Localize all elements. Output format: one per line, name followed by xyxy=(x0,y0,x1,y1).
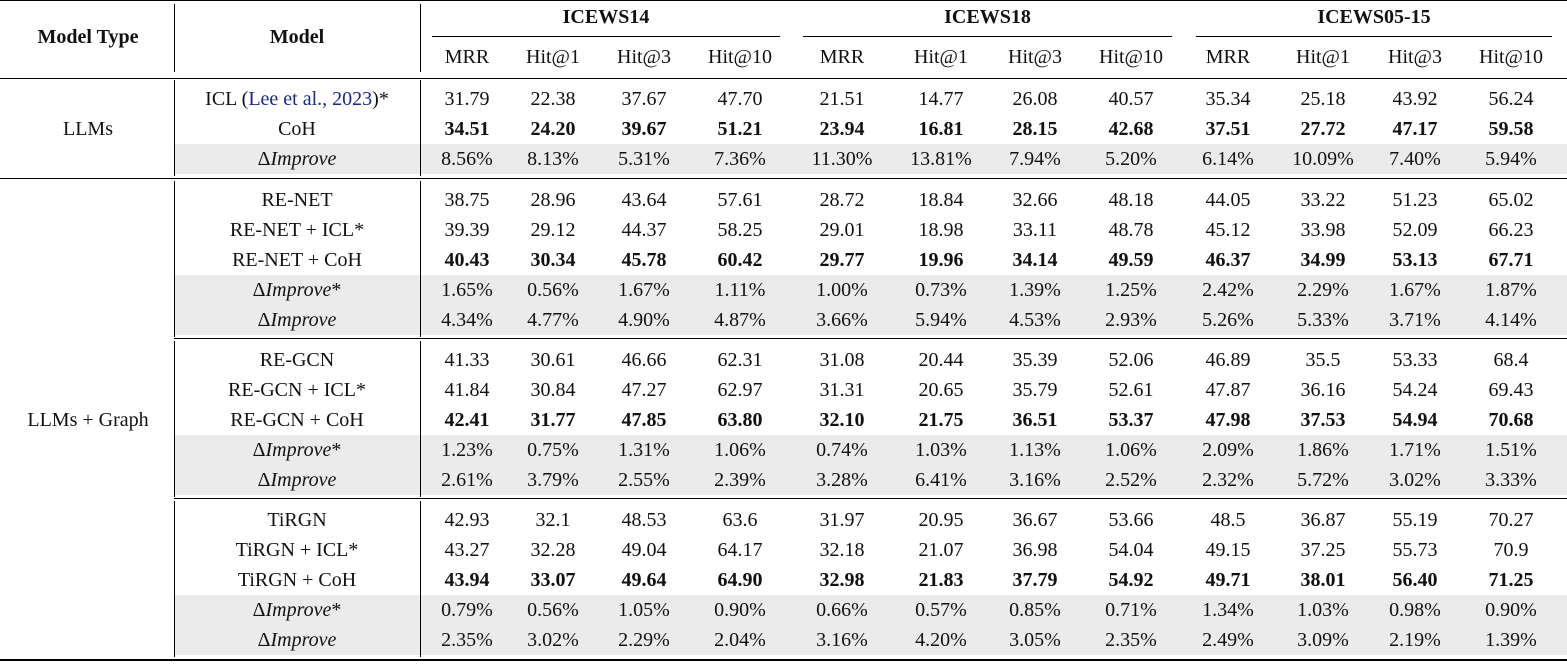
value-cell: 48.53 xyxy=(621,509,667,531)
header-metric: Hit@10 xyxy=(1479,46,1543,68)
improve-label: Improve xyxy=(270,469,337,491)
model-name: CoH xyxy=(278,118,316,140)
value-cell: 3.71% xyxy=(1389,309,1441,331)
delta-symbol: Δ xyxy=(257,469,271,491)
value-cell: 31.31 xyxy=(819,379,865,401)
value-cell: 3.16% xyxy=(1009,469,1061,491)
value-cell: 34.51 xyxy=(444,118,490,140)
improve-star: * xyxy=(331,279,342,301)
value-cell: 3.28% xyxy=(816,469,868,491)
value-cell: 3.02% xyxy=(1389,469,1441,491)
value-cell: 39.39 xyxy=(444,219,490,241)
value-cell: 3.33% xyxy=(1485,469,1537,491)
improve-label: Improve xyxy=(265,279,332,301)
block-separator xyxy=(174,498,1567,499)
header-metric: Hit@1 xyxy=(526,46,580,68)
value-cell: 2.42% xyxy=(1202,279,1254,301)
value-cell: 67.71 xyxy=(1488,249,1534,271)
value-cell: 60.42 xyxy=(717,249,763,271)
value-cell: 1.11% xyxy=(714,279,766,301)
value-cell: 2.29% xyxy=(618,629,670,651)
value-cell: 35.34 xyxy=(1205,88,1251,110)
value-cell: 28.96 xyxy=(530,189,576,211)
value-cell: 45.12 xyxy=(1205,219,1251,241)
value-cell: 40.57 xyxy=(1108,88,1154,110)
value-cell: 4.14% xyxy=(1485,309,1537,331)
value-cell: 4.90% xyxy=(618,309,670,331)
header-metric: MRR xyxy=(444,46,490,68)
header-vrule xyxy=(174,4,175,72)
value-cell: 43.64 xyxy=(621,189,667,211)
value-cell: 70.27 xyxy=(1488,509,1534,531)
value-cell: 24.20 xyxy=(530,118,576,140)
improve-label: Improve xyxy=(270,629,337,651)
value-cell: 37.79 xyxy=(1012,569,1058,591)
value-cell: 3.16% xyxy=(816,629,868,651)
value-cell: 64.90 xyxy=(717,569,763,591)
value-cell: 41.33 xyxy=(444,349,490,371)
value-cell: 64.17 xyxy=(717,539,763,561)
value-cell: 52.09 xyxy=(1392,219,1438,241)
value-cell: 2.09% xyxy=(1202,439,1254,461)
value-cell: 1.51% xyxy=(1485,439,1537,461)
model-name: RE-GCN + CoH xyxy=(230,409,364,431)
header-dataset: ICEWS14 xyxy=(562,6,650,28)
block-separator xyxy=(174,338,1567,339)
value-cell: 0.75% xyxy=(527,439,579,461)
value-cell: 46.37 xyxy=(1205,249,1251,271)
value-cell: 1.86% xyxy=(1297,439,1349,461)
dataset-underline xyxy=(432,36,780,37)
value-cell: 2.29% xyxy=(1297,279,1349,301)
value-cell: 43.92 xyxy=(1392,88,1438,110)
value-cell: 47.98 xyxy=(1205,409,1251,431)
value-cell: 2.52% xyxy=(1105,469,1157,491)
value-cell: 26.08 xyxy=(1012,88,1058,110)
value-cell: 55.19 xyxy=(1392,509,1438,531)
header-model-type: Model Type xyxy=(37,26,139,48)
value-cell: 49.64 xyxy=(621,569,667,591)
value-cell: 37.25 xyxy=(1300,539,1346,561)
group-separator xyxy=(0,178,1567,179)
value-cell: 30.84 xyxy=(530,379,576,401)
value-cell: 18.98 xyxy=(918,219,964,241)
value-cell: 70.9 xyxy=(1493,539,1529,561)
model-name: RE-GCN + ICL* xyxy=(228,379,366,401)
value-cell: 4.53% xyxy=(1009,309,1061,331)
value-cell: 0.56% xyxy=(527,279,579,301)
value-cell: 69.43 xyxy=(1488,379,1534,401)
header-dataset: ICEWS18 xyxy=(944,6,1031,28)
value-cell: 0.57% xyxy=(915,599,967,621)
header-metric: Hit@10 xyxy=(708,46,772,68)
body-vrule xyxy=(174,80,175,176)
value-cell: 57.61 xyxy=(717,189,763,211)
value-cell: 3.05% xyxy=(1009,629,1061,651)
value-cell: 2.35% xyxy=(1105,629,1157,651)
model-name: RE-GCN xyxy=(259,349,335,371)
body-vrule xyxy=(420,341,421,497)
value-cell: 32.18 xyxy=(819,539,865,561)
value-cell: 1.71% xyxy=(1389,439,1441,461)
value-cell: 0.73% xyxy=(915,279,967,301)
model-name: RE-NET + CoH xyxy=(232,249,362,271)
value-cell: 5.26% xyxy=(1202,309,1254,331)
value-cell: 7.36% xyxy=(714,148,766,170)
value-cell: 20.44 xyxy=(918,349,964,371)
value-cell: 1.03% xyxy=(915,439,967,461)
value-cell: 1.03% xyxy=(1297,599,1349,621)
value-cell: 37.67 xyxy=(621,88,667,110)
model-name xyxy=(175,435,419,465)
value-cell: 22.38 xyxy=(530,88,576,110)
value-cell: 65.02 xyxy=(1488,189,1534,211)
header-metric: Hit@1 xyxy=(914,46,968,68)
value-cell: 0.66% xyxy=(816,599,868,621)
value-cell: 54.24 xyxy=(1392,379,1438,401)
model-name: TiRGN + CoH xyxy=(237,569,357,591)
header-metric: MRR xyxy=(1205,46,1251,68)
value-cell: 4.87% xyxy=(714,309,766,331)
value-cell: 36.51 xyxy=(1012,409,1058,431)
value-cell: 2.32% xyxy=(1202,469,1254,491)
model-name xyxy=(175,595,419,625)
value-cell: 51.21 xyxy=(717,118,763,140)
improve-label: Improve xyxy=(265,439,332,461)
value-cell: 37.51 xyxy=(1205,118,1251,140)
model-name: TiRGN + ICL* xyxy=(235,539,359,561)
value-cell: 21.07 xyxy=(918,539,964,561)
value-cell: 10.09% xyxy=(1292,148,1354,170)
value-cell: 49.71 xyxy=(1205,569,1251,591)
value-cell: 63.80 xyxy=(717,409,763,431)
value-cell: 7.40% xyxy=(1389,148,1441,170)
value-cell: 49.59 xyxy=(1108,249,1154,271)
value-cell: 29.12 xyxy=(530,219,576,241)
value-cell: 56.40 xyxy=(1392,569,1438,591)
model-label-suffix: )* xyxy=(372,88,389,110)
value-cell: 49.15 xyxy=(1205,539,1251,561)
value-cell: 8.56% xyxy=(441,148,493,170)
improve-star: * xyxy=(331,439,342,461)
value-cell: 63.6 xyxy=(722,509,758,531)
value-cell: 5.94% xyxy=(1485,148,1537,170)
value-cell: 1.67% xyxy=(618,279,670,301)
value-cell: 29.77 xyxy=(819,249,865,271)
value-cell: 5.72% xyxy=(1297,469,1349,491)
value-cell: 0.98% xyxy=(1389,599,1441,621)
value-cell: 45.78 xyxy=(621,249,667,271)
value-cell: 39.67 xyxy=(621,118,667,140)
value-cell: 40.43 xyxy=(444,249,490,271)
value-cell: 32.1 xyxy=(535,509,571,531)
value-cell: 2.39% xyxy=(714,469,766,491)
delta-symbol: Δ xyxy=(257,148,271,170)
value-cell: 54.04 xyxy=(1108,539,1154,561)
value-cell: 32.28 xyxy=(530,539,576,561)
improve-label: Improve xyxy=(270,148,337,170)
value-cell: 25.18 xyxy=(1300,88,1346,110)
value-cell: 2.93% xyxy=(1105,309,1157,331)
delta-symbol: Δ xyxy=(257,309,271,331)
header-metric: Hit@3 xyxy=(1008,46,1062,68)
value-cell: 1.34% xyxy=(1202,599,1254,621)
value-cell: 33.22 xyxy=(1300,189,1346,211)
value-cell: 42.93 xyxy=(444,509,490,531)
value-cell: 46.66 xyxy=(621,349,667,371)
header-rule xyxy=(0,78,1567,79)
value-cell: 33.98 xyxy=(1300,219,1346,241)
value-cell: 21.83 xyxy=(918,569,964,591)
value-cell: 1.00% xyxy=(816,279,868,301)
header-dataset: ICEWS05-15 xyxy=(1317,6,1431,28)
improve-label: Improve xyxy=(270,309,337,331)
delta-symbol: Δ xyxy=(252,599,266,621)
model-type-label: LLMs + Graph xyxy=(27,409,149,431)
value-cell: 18.84 xyxy=(918,189,964,211)
body-vrule xyxy=(174,181,175,337)
value-cell: 2.19% xyxy=(1389,629,1441,651)
value-cell: 20.95 xyxy=(918,509,964,531)
value-cell: 6.41% xyxy=(915,469,967,491)
value-cell: 31.97 xyxy=(819,509,865,531)
value-cell: 54.92 xyxy=(1108,569,1154,591)
value-cell: 71.25 xyxy=(1488,569,1534,591)
bottom-rule xyxy=(0,659,1567,661)
value-cell: 46.89 xyxy=(1205,349,1251,371)
value-cell: 36.87 xyxy=(1300,509,1346,531)
body-vrule xyxy=(420,501,421,657)
value-cell: 1.06% xyxy=(714,439,766,461)
value-cell: 31.79 xyxy=(444,88,490,110)
value-cell: 58.25 xyxy=(717,219,763,241)
value-cell: 2.55% xyxy=(618,469,670,491)
value-cell: 11.30% xyxy=(811,148,873,170)
value-cell: 30.61 xyxy=(530,349,576,371)
value-cell: 1.25% xyxy=(1105,279,1157,301)
body-vrule xyxy=(420,181,421,337)
value-cell: 4.77% xyxy=(527,309,579,331)
value-cell: 53.37 xyxy=(1108,409,1154,431)
value-cell: 49.04 xyxy=(621,539,667,561)
model-name xyxy=(175,625,419,655)
value-cell: 35.79 xyxy=(1012,379,1058,401)
value-cell: 0.79% xyxy=(441,599,493,621)
value-cell: 1.06% xyxy=(1105,439,1157,461)
value-cell: 0.56% xyxy=(527,599,579,621)
body-vrule xyxy=(174,501,175,657)
value-cell: 21.75 xyxy=(918,409,964,431)
value-cell: 0.71% xyxy=(1105,599,1157,621)
value-cell: 47.85 xyxy=(621,409,667,431)
value-cell: 56.24 xyxy=(1488,88,1534,110)
value-cell: 29.01 xyxy=(819,219,865,241)
value-cell: 3.66% xyxy=(816,309,868,331)
value-cell: 38.75 xyxy=(444,189,490,211)
value-cell: 47.17 xyxy=(1392,118,1438,140)
model-name xyxy=(175,305,419,335)
value-cell: 1.31% xyxy=(618,439,670,461)
header-metric: Hit@10 xyxy=(1099,46,1163,68)
value-cell: 48.5 xyxy=(1210,509,1246,531)
value-cell: 36.67 xyxy=(1012,509,1058,531)
value-cell: 47.87 xyxy=(1205,379,1251,401)
value-cell: 5.94% xyxy=(915,309,967,331)
value-cell: 42.68 xyxy=(1108,118,1154,140)
value-cell: 42.41 xyxy=(444,409,490,431)
value-cell: 5.31% xyxy=(618,148,670,170)
value-cell: 28.72 xyxy=(819,189,865,211)
model-type-label: LLMs xyxy=(63,118,113,140)
value-cell: 23.94 xyxy=(819,118,865,140)
model-name: RE-NET xyxy=(261,189,333,211)
value-cell: 1.23% xyxy=(441,439,493,461)
value-cell: 35.39 xyxy=(1012,349,1058,371)
value-cell: 59.58 xyxy=(1488,118,1534,140)
value-cell: 31.08 xyxy=(819,349,865,371)
value-cell: 53.33 xyxy=(1392,349,1438,371)
value-cell: 0.85% xyxy=(1009,599,1061,621)
value-cell: 35.5 xyxy=(1305,349,1341,371)
value-cell: 48.78 xyxy=(1108,219,1154,241)
value-cell: 3.02% xyxy=(527,629,579,651)
value-cell: 36.16 xyxy=(1300,379,1346,401)
model-name xyxy=(175,84,419,114)
value-cell: 33.11 xyxy=(1012,219,1058,241)
citation-link[interactable]: Lee et al., 2023 xyxy=(248,88,373,110)
value-cell: 41.84 xyxy=(444,379,490,401)
value-cell: 14.77 xyxy=(918,88,964,110)
value-cell: 62.97 xyxy=(717,379,763,401)
value-cell: 7.94% xyxy=(1009,148,1061,170)
value-cell: 5.33% xyxy=(1297,309,1349,331)
value-cell: 2.35% xyxy=(441,629,493,651)
value-cell: 34.99 xyxy=(1300,249,1346,271)
value-cell: 52.61 xyxy=(1108,379,1154,401)
improve-star: * xyxy=(331,599,342,621)
value-cell: 32.10 xyxy=(819,409,865,431)
value-cell: 47.27 xyxy=(621,379,667,401)
value-cell: 4.20% xyxy=(915,629,967,651)
model-name: RE-NET + ICL* xyxy=(229,219,365,241)
value-cell: 47.70 xyxy=(717,88,763,110)
model-name xyxy=(175,275,419,305)
value-cell: 37.53 xyxy=(1300,409,1346,431)
value-cell: 55.73 xyxy=(1392,539,1438,561)
body-vrule xyxy=(420,80,421,176)
header-metric: Hit@3 xyxy=(1388,46,1442,68)
value-cell: 3.09% xyxy=(1297,629,1349,651)
value-cell: 20.65 xyxy=(918,379,964,401)
header-vrule xyxy=(420,4,421,72)
value-cell: 1.65% xyxy=(441,279,493,301)
value-cell: 13.81% xyxy=(910,148,972,170)
header-metric: Hit@1 xyxy=(1296,46,1350,68)
value-cell: 51.23 xyxy=(1392,189,1438,211)
value-cell: 32.66 xyxy=(1012,189,1058,211)
value-cell: 19.96 xyxy=(918,249,964,271)
header-metric: Hit@3 xyxy=(617,46,671,68)
value-cell: 28.15 xyxy=(1012,118,1058,140)
value-cell: 6.14% xyxy=(1202,148,1254,170)
value-cell: 1.05% xyxy=(618,599,670,621)
value-cell: 21.51 xyxy=(819,88,865,110)
body-vrule xyxy=(174,341,175,497)
value-cell: 2.61% xyxy=(441,469,493,491)
model-name: TiRGN xyxy=(267,509,327,531)
model-name xyxy=(175,144,419,174)
value-cell: 8.13% xyxy=(527,148,579,170)
value-cell: 0.90% xyxy=(1485,599,1537,621)
value-cell: 36.98 xyxy=(1012,539,1058,561)
delta-symbol: Δ xyxy=(252,279,266,301)
value-cell: 0.74% xyxy=(816,439,868,461)
value-cell: 0.90% xyxy=(714,599,766,621)
value-cell: 1.87% xyxy=(1485,279,1537,301)
value-cell: 5.20% xyxy=(1105,148,1157,170)
value-cell: 43.27 xyxy=(444,539,490,561)
value-cell: 1.39% xyxy=(1485,629,1537,651)
value-cell: 53.66 xyxy=(1108,509,1154,531)
model-label: ICL ( xyxy=(205,88,249,110)
value-cell: 1.67% xyxy=(1389,279,1441,301)
value-cell: 31.77 xyxy=(530,409,576,431)
value-cell: 52.06 xyxy=(1108,349,1154,371)
value-cell: 53.13 xyxy=(1392,249,1438,271)
value-cell: 27.72 xyxy=(1300,118,1346,140)
value-cell: 30.34 xyxy=(530,249,576,271)
value-cell: 2.04% xyxy=(714,629,766,651)
model-name xyxy=(175,465,419,495)
value-cell: 1.13% xyxy=(1009,439,1061,461)
value-cell: 48.18 xyxy=(1108,189,1154,211)
value-cell: 2.49% xyxy=(1202,629,1254,651)
header-metric: MRR xyxy=(819,46,865,68)
delta-symbol: Δ xyxy=(257,629,271,651)
value-cell: 38.01 xyxy=(1300,569,1346,591)
value-cell: 43.94 xyxy=(444,569,490,591)
delta-symbol: Δ xyxy=(252,439,266,461)
value-cell: 66.23 xyxy=(1488,219,1534,241)
value-cell: 33.07 xyxy=(530,569,576,591)
top-rule xyxy=(0,0,1567,1)
value-cell: 32.98 xyxy=(819,569,865,591)
value-cell: 44.37 xyxy=(621,219,667,241)
value-cell: 34.14 xyxy=(1012,249,1058,271)
value-cell: 1.39% xyxy=(1009,279,1061,301)
value-cell: 3.79% xyxy=(527,469,579,491)
value-cell: 4.34% xyxy=(441,309,493,331)
header-model: Model xyxy=(269,26,325,48)
dataset-underline xyxy=(1196,36,1552,37)
value-cell: 54.94 xyxy=(1392,409,1438,431)
value-cell: 68.4 xyxy=(1493,349,1529,371)
dataset-underline xyxy=(803,36,1172,37)
value-cell: 44.05 xyxy=(1205,189,1251,211)
value-cell: 16.81 xyxy=(918,118,964,140)
improve-label: Improve xyxy=(265,599,332,621)
value-cell: 62.31 xyxy=(717,349,763,371)
value-cell: 70.68 xyxy=(1488,409,1534,431)
